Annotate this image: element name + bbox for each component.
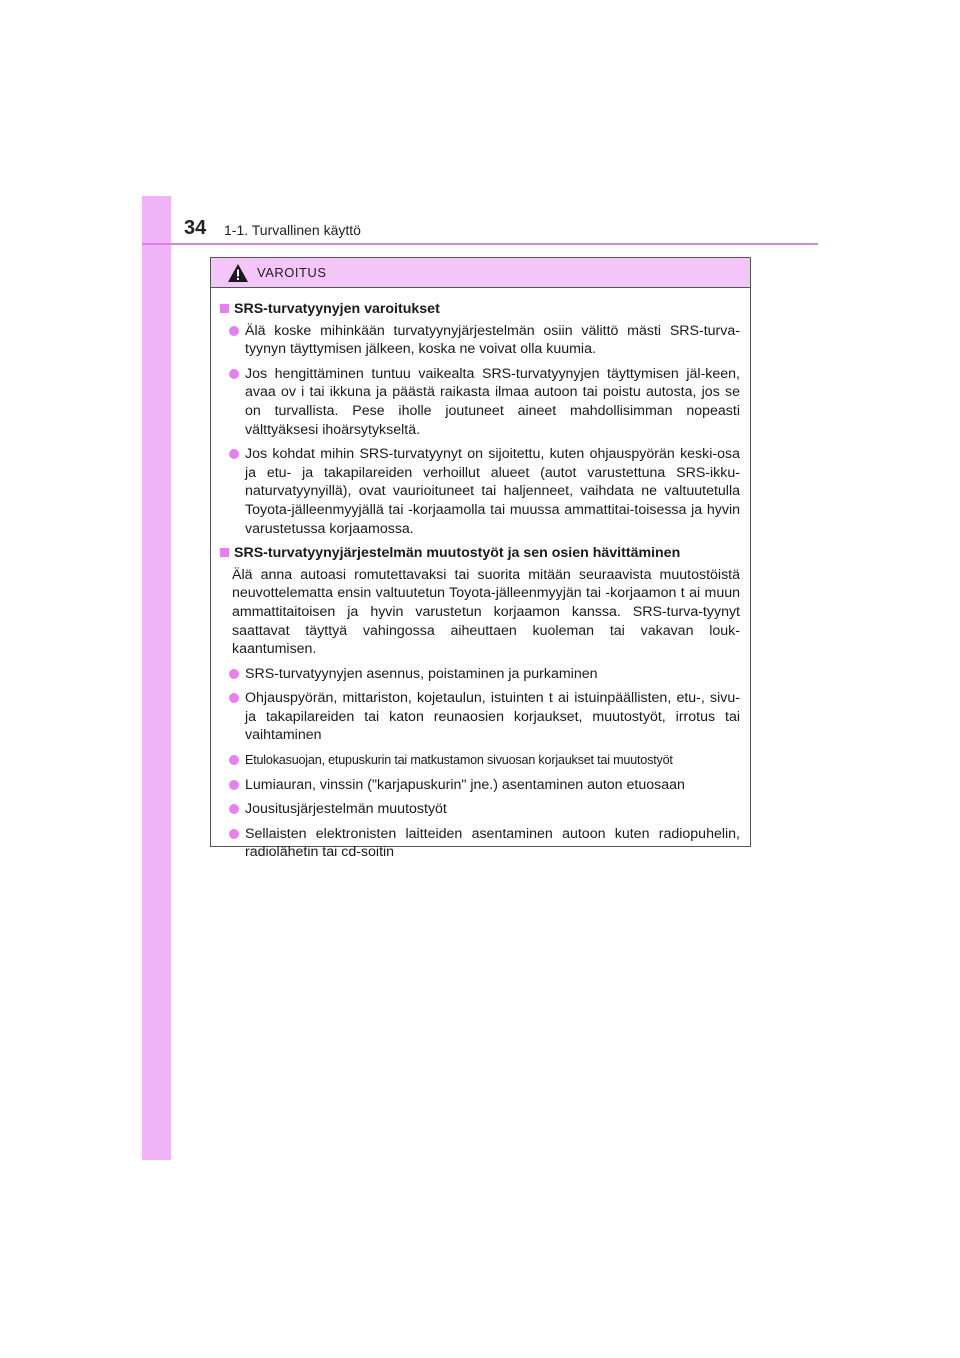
circle-bullet-icon: [229, 829, 239, 839]
warning-title: VAROITUS: [257, 265, 327, 280]
list-item: [220, 776, 740, 795]
list-item: [220, 445, 740, 538]
side-band: [142, 196, 171, 1160]
section-heading-text: SRS-turvatyynyjärjestelmän muutostyöt ja sen osien hävittäminen: [234, 545, 681, 562]
list-item-text: Jos hengittäminen tuntuu vaikealta SRS-turvatyynyjen täyttymisen jäl-keen, avaa ov i tai ikkuna ja päästä raikasta ilmaa autoon tai poistu autosta, jos se on turvallista. Pese iholle joutuneet aineet mahdollisimman nopeasti välttyäksesi ihoärsytykseltä.: [245, 365, 740, 438]
list-item: [220, 365, 740, 439]
section-title: 1-1. Turvallinen käyttö: [224, 222, 361, 238]
list-item-text: SRS-turvatyynyjen asennus, poistaminen ja purkaminen: [245, 665, 598, 682]
circle-bullet-icon: [229, 449, 239, 459]
warning-triangle-icon: [227, 263, 249, 283]
list-item-text: Jousitusjärjestelmän muutostyöt: [245, 801, 447, 818]
section-heading-text: SRS-turvatyynyjen varoitukset: [234, 301, 440, 317]
header-rule: [142, 243, 818, 245]
circle-bullet-icon: [229, 693, 239, 703]
circle-bullet-icon: [229, 669, 239, 679]
circle-bullet-icon: [229, 804, 239, 814]
list-item: [220, 825, 740, 862]
circle-bullet-icon: [229, 369, 239, 379]
list-item: [220, 322, 740, 359]
list-item: [220, 751, 740, 770]
list-item-text: Lumiauran, vinssin ("karjapuskurin" jne.) asentaminen auton etuosaan: [245, 776, 685, 793]
list-item-text: Jos kohdat mihin SRS-turvatyynyt on sijoitettu, kuten ohjauspyörän keski-osa ja etu- ja takapilareiden verhoillut alueet (autot varustettuna SRS-ikku-naturvatyynyillä), ovat vaurioituneet tai haljenneet, vaihdata ne valtuutetulla Toyota-jälleenmyyjällä tai -korjaamolla tai muussa ammattitai-toisessa ja hyvin varustetussa korjaamossa.: [245, 446, 740, 537]
section-heading: [220, 300, 740, 319]
warning-box: [210, 257, 751, 861]
circle-bullet-icon: [229, 326, 239, 336]
list-item: [220, 665, 740, 684]
square-bullet-icon: [220, 548, 229, 557]
warning-body: [211, 288, 750, 862]
list-item-text: Etulokasuojan, etupuskurin tai matkustamon sivuosan korjaukset tai muutostyöt: [245, 753, 673, 768]
square-bullet-icon: [220, 304, 229, 313]
list-item: [220, 800, 740, 819]
warning-header: [211, 258, 750, 288]
list-item-text: Sellaisten elektronisten laitteiden asentaminen autoon kuten radiopuhelin, radiolähetin tai cd-soitin: [245, 825, 740, 861]
section-heading: [220, 544, 740, 563]
circle-bullet-icon: [229, 755, 239, 765]
list-item-text: Älä koske mihinkään turvatyynyjärjestelmän osiin välittö mästi SRS-turva-tyynyn täyttymisen jälkeen, koska ne voivat olla kuumia.: [245, 322, 740, 358]
circle-bullet-icon: [229, 780, 239, 790]
section-intro: Älä anna autoasi romutettavaksi tai suorita mitään seuraavista muutostöistä neuvottelematta ensin valtuutetun Toyota-jälleenmyyjän tai -korjaamon t ai muun ammattitaitoisen ja hyvin varustetun korjaamon kanssa. SRS-turva-tyynyt saattavat täyttyä vahingossa aiheuttaen kuoleman tai vakavan louk-kaantumisen.: [232, 566, 740, 658]
page-number: 34: [184, 217, 207, 239]
list-item-text: Ohjauspyörän, mittariston, kojetaulun, istuinten t ai istuinpäällisten, etu-, sivu- ja takapilareiden tai katon reunaosien korjaukset, muutostyöt, irrotus tai vaihtaminen: [245, 690, 740, 744]
list-item: [220, 689, 740, 745]
